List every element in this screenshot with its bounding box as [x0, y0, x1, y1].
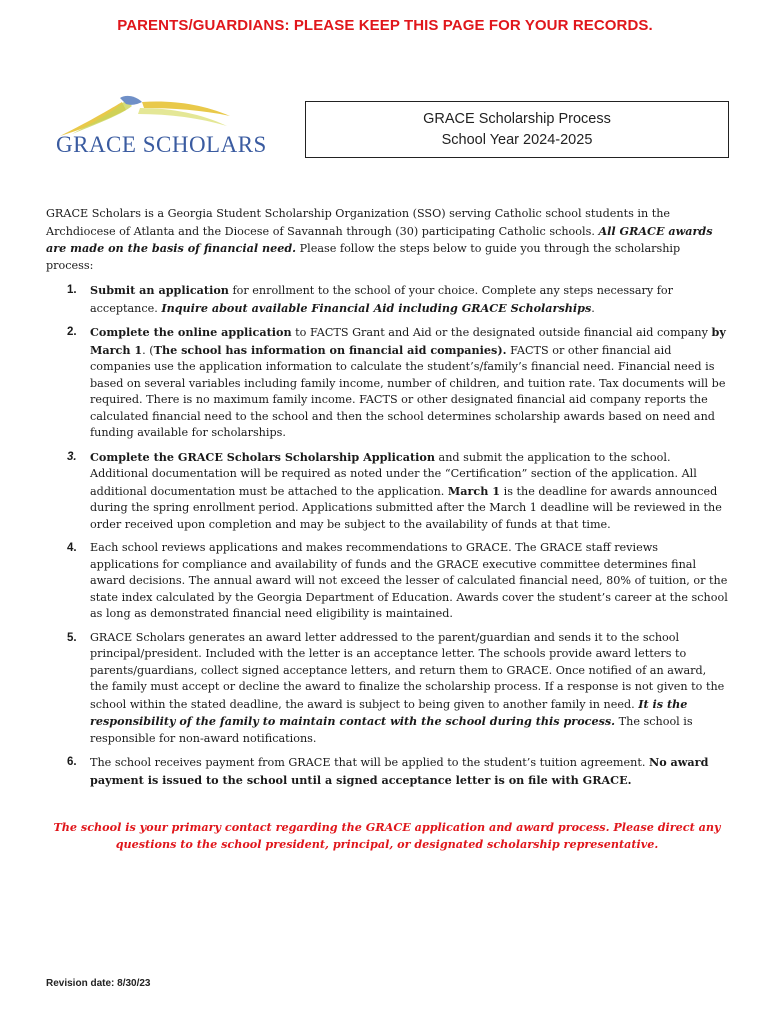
step-4 [46, 540, 728, 623]
title-line-2: School Year 2024-2025 [441, 132, 593, 148]
step-text: and submit the application to the school. Additional documentation will be required as noted under the “Certification” section of the application. All additional documentation must be attached to the application. [90, 450, 697, 498]
step-heading: Submit an application [90, 283, 229, 297]
step-text: The school is responsible for non-award notifications. [90, 715, 693, 745]
intro-text: GRACE Scholars is a Georgia Student Scholarship Organization (SSO) serving Catholic school students in the Archdiocese of Atlanta and the Diocese of Savannah through (30) participating Catholic schools. [46, 207, 671, 238]
intro-emphasis: All GRACE awards are made on the basis of financial need. [46, 223, 713, 255]
step-emphasis: The school has information on financial aid companies). [153, 342, 507, 357]
steps-list [46, 282, 728, 789]
step-deadline: March 1 [447, 483, 501, 498]
step-2 [46, 324, 728, 442]
intro-text-end: Please follow the steps below to guide you through the scholarship process: [46, 242, 681, 272]
step-number: 3. [67, 450, 77, 463]
step-text: GRACE Scholars generates an award letter addressed to the parent/guardian and sends it to the school principal/president. Included with the letter is an acceptance letter. The schools provide award letters to parents/guardians, collect signed acceptance letters, and return them to GRACE. Once notified of an award, the family must accept or decline the award to finalize the scholarship process. If a response is not given to the school within the stated deadline, the award is subject to being given to another family in need. [90, 630, 725, 711]
revision-date: Revision date: 8/30/23 [46, 978, 151, 989]
step-number: 6. [67, 756, 77, 768]
step-emphasis: Inquire about available Financial Aid including GRACE Scholarships [161, 300, 592, 315]
title-box [305, 101, 729, 158]
records-banner: PARENTS/GUARDIANS: PLEASE KEEP THIS PAGE FOR YOUR RECORDS. [117, 17, 653, 34]
step-text: The school receives payment from GRACE that will be applied to the student’s tuition agreement. [90, 756, 649, 769]
logo-wordmark: GRACE SCHOLARS [56, 132, 267, 157]
step-number: 1. [67, 284, 77, 296]
step-emphasis: It is the responsibility of the family to maintain contact with the school during this process. [90, 696, 688, 728]
step-6 [46, 754, 728, 789]
step-1 [46, 282, 728, 317]
closing-note: The school is your primary contact regarding the GRACE application and award process. Please direct any questions to the school president, principal, or designated scholarship representative. [53, 820, 721, 851]
step-text: for enrollment to the school of your choice. Complete any steps necessary for acceptance. [90, 284, 674, 315]
step-text: FACTS or other financial aid companies use the application information to calculate the student’s/family’s financial need. Financial need is based on several variables including family income, number of children, and tuition rate. Tax documents will be required. There is no maximum family income. FACTS or other designated financial aid company reports the calculated financial need to the school and then the school determines scholarship awards based on need and funding available for scholarships. [90, 343, 726, 439]
intro-paragraph [46, 206, 728, 274]
grace-scholars-logo [52, 94, 267, 164]
step-heading: Complete the GRACE Scholars Scholarship Application [90, 449, 435, 464]
step-3 [46, 449, 728, 534]
step-heading: Complete the online application [90, 325, 292, 339]
step-number: 4. [67, 542, 77, 554]
step-text: to FACTS Grant and Aid or the designated outside financial aid company [291, 326, 712, 339]
step-emphasis: No award payment is issued to the school until a signed acceptance letter is on file with GRACE. [90, 755, 709, 787]
title-line-1: GRACE Scholarship Process [423, 111, 611, 127]
step-number: 2. [67, 326, 77, 338]
step-text: is the deadline for awards announced during the spring enrollment period. Applications submitted after the March 1 deadline will be reviewed in the order received upon completion and may be subject to the availability of funds at that time. [90, 484, 722, 531]
step-text: . ( [142, 343, 154, 357]
document-body [46, 206, 728, 796]
step-text: Each school reviews applications and makes recommendations to GRACE. The GRACE staff reviews applications for compliance and availability of funds and the GRACE executive committee determines final award decisions. The annual award will not exceed the lesser of calculated financial need, 80% of tuition, or the state index calculated by the Georgia Department of Education. Awards cover the student’s career at the school as long as demonstrated financial need eligibility is maintained. [90, 541, 728, 620]
step-deadline: by March 1 [90, 325, 726, 357]
step-text: . [591, 301, 595, 315]
step-5 [46, 630, 728, 748]
step-number: 5. [67, 631, 77, 644]
